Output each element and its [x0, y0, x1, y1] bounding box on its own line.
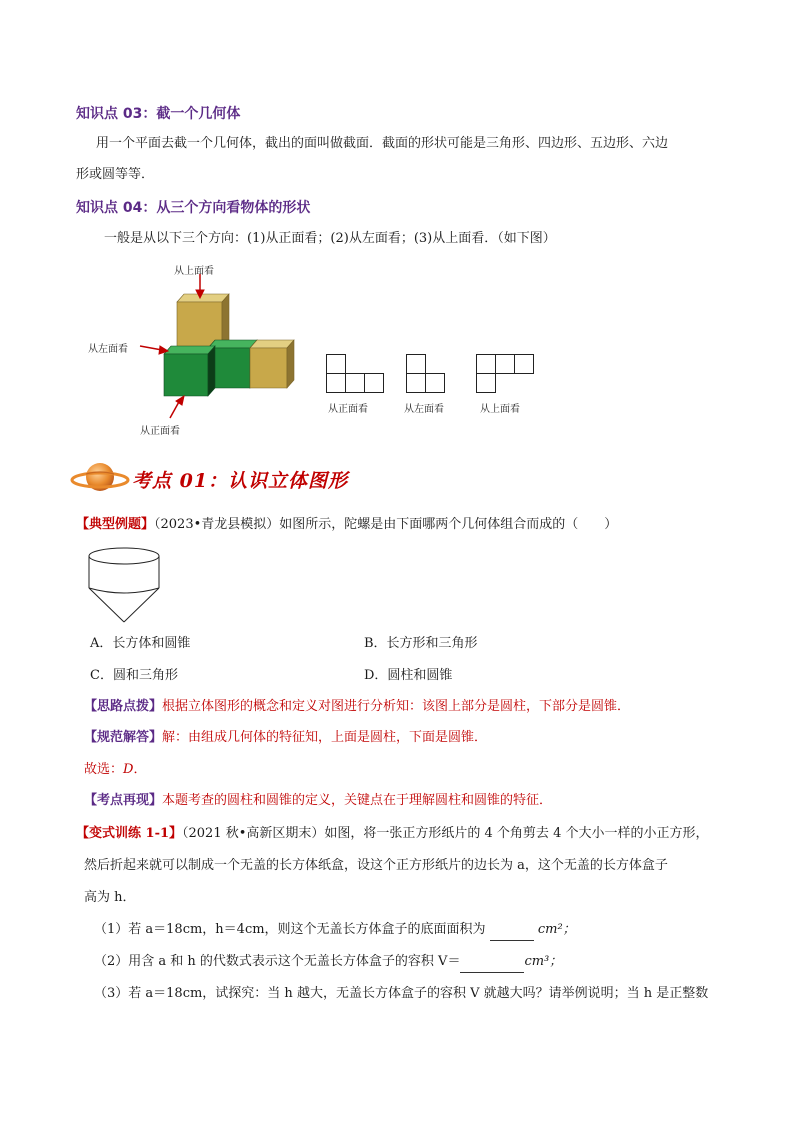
label-front-view: 从正面看 [140, 426, 180, 437]
views-figure [82, 262, 552, 440]
q2-unit: cm³； [524, 954, 563, 969]
cube-right-green [208, 340, 257, 388]
example-question [76, 515, 736, 535]
q2-text: （2）用含 a 和 h 的代数式表示这个无盖长方体盒子的容积 V＝ [94, 954, 461, 969]
variant-line2: 然后折起来就可以制成一个无盖的长方体纸盒，设这个正方形纸片的边长为 a，这个无盖的长方体盒子 [84, 858, 668, 873]
hint-line [84, 697, 744, 717]
kp03-line2: 形或圆等等． [76, 167, 155, 182]
label-left-view: 从左面看 [88, 344, 128, 355]
view-front-label: 从正面看 [328, 404, 368, 415]
arrow-left-icon [140, 346, 168, 354]
view-left-grid [406, 354, 446, 394]
q1-unit: cm²； [537, 922, 576, 937]
arrow-front-icon [170, 396, 184, 418]
view-top-grid [476, 354, 536, 394]
review-line [84, 791, 744, 811]
option-c: C．圆和三角形 [90, 668, 178, 683]
choose-suffix: ． [133, 762, 147, 777]
view-front-grid [326, 354, 386, 394]
kp03-line1: 用一个平面去截一个几何体，截出的面叫做截面．截面的形状可能是三角形、四边形、五边形、六边 [96, 136, 669, 151]
choose-value: D [123, 762, 134, 777]
variant-q2 [94, 952, 754, 973]
option-b: B．长方形和三角形 [364, 636, 478, 651]
kp04-intro: 一般是从以下三个方向：(1)从正面看；(2)从左面看；(3)从上面看．（如下图） [104, 231, 556, 246]
kp04-title: 知识点 04：从三个方向看物体的形状 [76, 200, 311, 216]
variant-line1 [76, 824, 756, 844]
view-top-label: 从上面看 [480, 404, 520, 415]
variant-q1 [94, 920, 754, 941]
planet-icon [70, 456, 130, 498]
answer-tag: 【规范解答】 [84, 730, 163, 745]
q2-blank[interactable] [460, 952, 524, 973]
variant-line3: 高为 h． [84, 890, 136, 905]
review-text: 本题考查的圆柱和圆锥的定义，关键点在于理解圆柱和圆锥的特征． [162, 793, 553, 808]
variant-text1: （2021 秋•高新区期末）如图，将一张正方形纸片的 4 个角剪去 4 个大小一样的小正方形， [182, 826, 709, 841]
top-figure [84, 546, 174, 626]
option-d: D．圆柱和圆锥 [364, 668, 453, 683]
option-a: A．长方体和圆锥 [90, 636, 191, 651]
hint-tag: 【思路点拨】 [84, 699, 163, 714]
variant-tag: 【变式训练 1-1】 [76, 826, 183, 841]
q1-text: （1）若 a＝18cm，h＝4cm，则这个无盖长方体盒子的底面面积为 [94, 922, 486, 937]
variant-q3: （3）若 a＝18cm，试探究：当 h 越大，无盖长方体盒子的容积 V 就越大吗？请举例说明；当 h 是正整数 [94, 986, 709, 1001]
label-top-view: 从上面看 [174, 266, 214, 277]
spinning-top-illustration [84, 546, 174, 626]
answer-line [84, 728, 744, 748]
answer-text: 解：由组成几何体的特征知，上面是圆柱，下面是圆锥． [162, 730, 488, 745]
review-tag: 【考点再现】 [84, 793, 163, 808]
example-source: （2023•青龙县模拟）如图所示，陀螺是由下面哪两个几何体组合而成的（ ） [154, 517, 618, 532]
section-title: 考点 01：认识立体图形 [132, 470, 349, 492]
choose-line [84, 760, 146, 780]
example-tag: 【典型例题】 [76, 517, 155, 532]
view-left-label: 从左面看 [404, 404, 444, 415]
hint-text: 根据立体图形的概念和定义对图进行分析知：该图上部分是圆柱，下部分是圆锥． [162, 699, 631, 714]
cube-far-right-yellow [250, 340, 294, 388]
choose-prefix: 故选： [84, 762, 124, 777]
cube-front-green [164, 346, 215, 396]
kp03-title: 知识点 03：截一个几何体 [76, 106, 241, 122]
q1-blank[interactable] [490, 920, 534, 941]
